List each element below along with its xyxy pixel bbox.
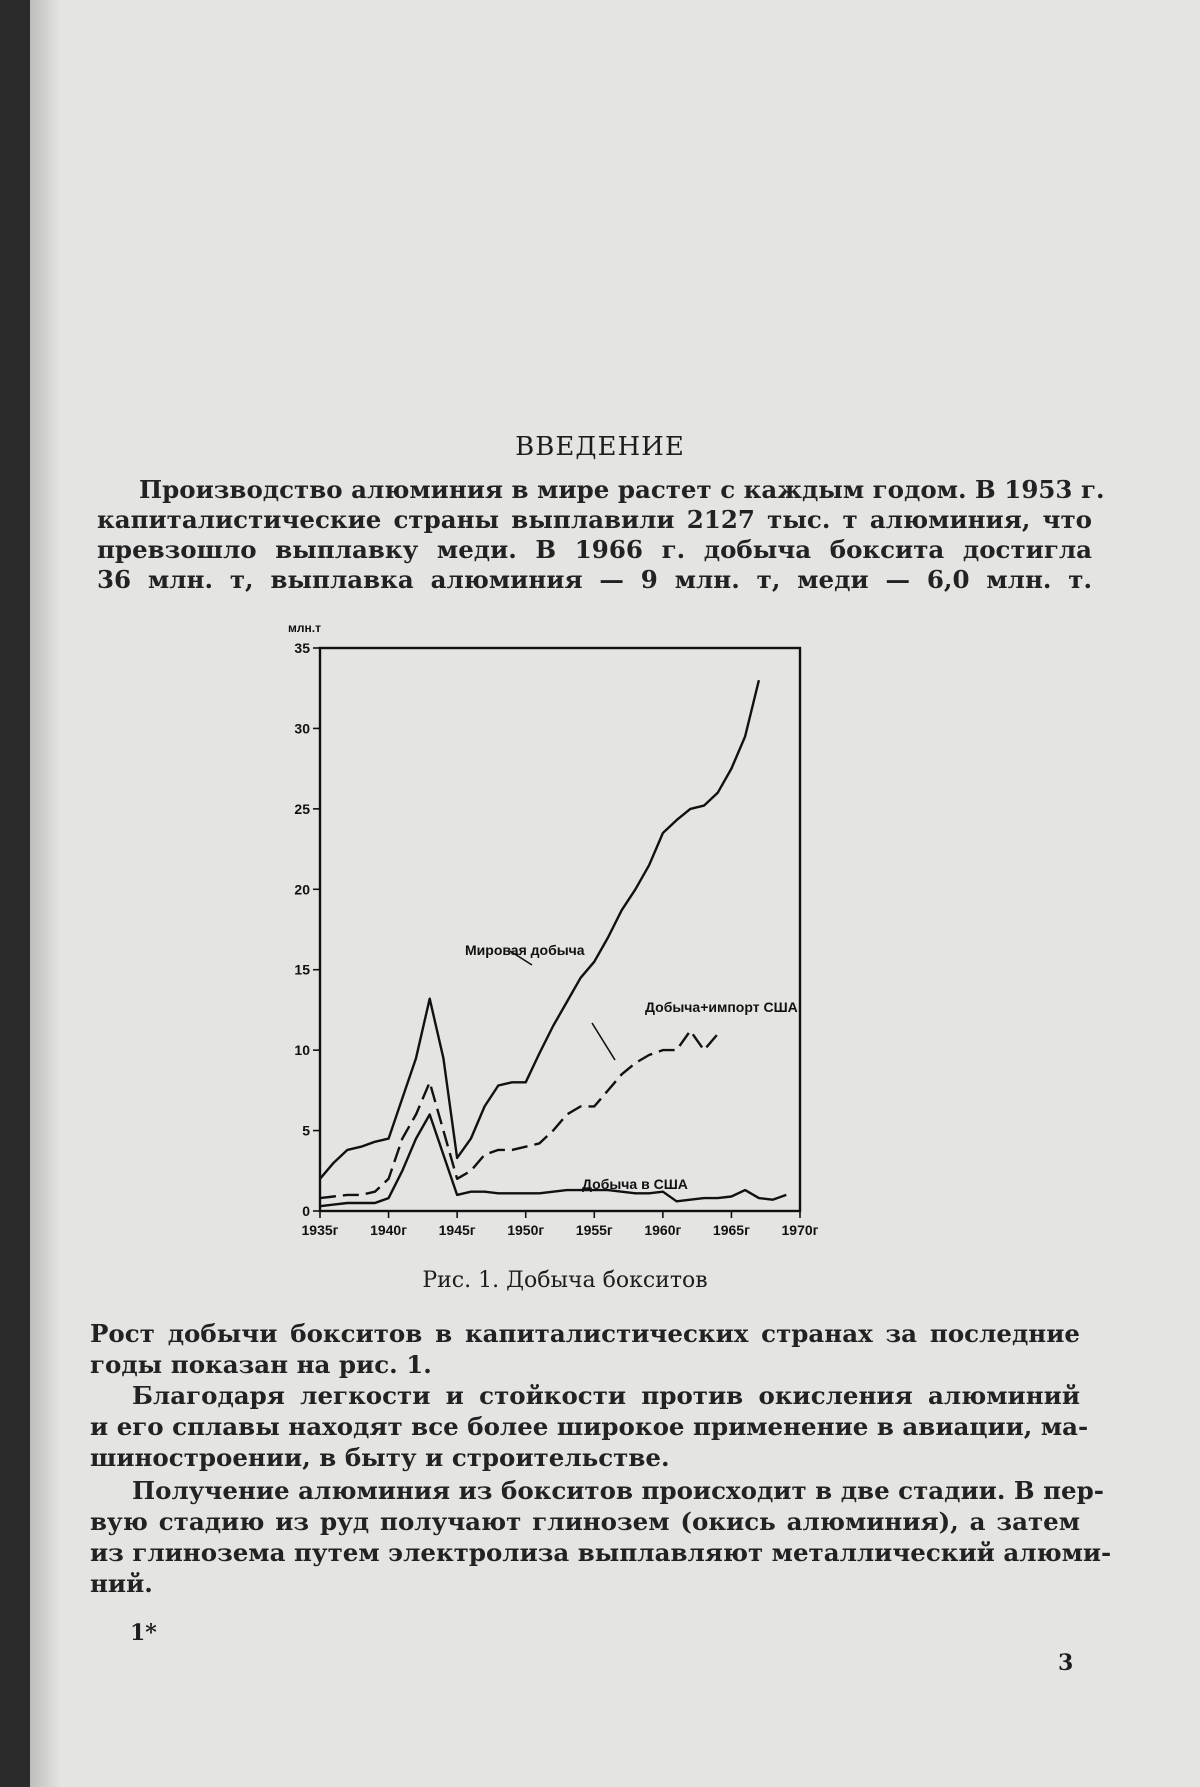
y-tick-label: 5 — [302, 1122, 310, 1139]
page-gutter-shadow — [30, 0, 60, 1787]
printer-signature: 1* — [130, 1620, 157, 1646]
intro-line: Производство алюминия в мире растет с каждым годом. В 1953 г. — [139, 475, 1105, 504]
x-tick-label: 1945г — [438, 1222, 476, 1238]
x-tick-label: 1935г — [301, 1222, 339, 1238]
paragraph-growth — [90, 1318, 1080, 1380]
x-tick-label: 1955г — [575, 1222, 613, 1238]
bauxite-chart — [270, 618, 930, 1278]
series-label-world: Мировая добыча — [465, 942, 585, 958]
text-line: Получение алюминия из бокситов происходит в две стадии. В пер- — [132, 1476, 1104, 1505]
intro-paragraph — [97, 475, 1105, 595]
series-label-us-import: Добыча+импорт США — [645, 999, 798, 1015]
y-axis — [294, 640, 320, 1219]
page-number: 3 — [1058, 1650, 1074, 1676]
x-tick-label: 1970г — [781, 1222, 819, 1238]
page-title: ВВЕДЕНИЕ — [515, 432, 685, 462]
x-tick-label: 1965г — [712, 1222, 750, 1238]
paragraph-applications — [90, 1380, 1089, 1473]
text-line: Благодаря легкости и стойкости против окисления алюминий — [132, 1381, 1080, 1410]
text-line: и его сплавы находят все более широкое применение в авиации, ма- — [90, 1412, 1089, 1441]
series-world-production — [320, 680, 759, 1179]
text-line: вую стадию из руд получают глинозем (окись алюминия), а затем — [90, 1507, 1080, 1536]
x-tick-label: 1960г — [644, 1222, 682, 1238]
y-tick-label: 25 — [294, 800, 310, 817]
figure-caption: Рис. 1. Добыча бокситов — [422, 1268, 708, 1293]
series-label-us-production: Добыча в США — [582, 1176, 688, 1192]
x-axis — [302, 1211, 819, 1238]
y-tick-label: 0 — [302, 1203, 310, 1219]
leader-line-us-import — [592, 1023, 615, 1060]
intro-line: 36 млн. т, выплавка алюминия — 9 млн. т, меди — 6,0 млн. т. — [97, 565, 1092, 594]
series-us-production — [320, 1115, 786, 1207]
text-line: из глинозема путем электролиза выплавляют металлический алюми- — [90, 1538, 1112, 1567]
book-spine-edge — [0, 0, 30, 1787]
text-line: Рост добычи бокситов в капиталистических странах за последние — [90, 1319, 1080, 1348]
y-axis-label: млн.т — [288, 621, 321, 635]
y-tick-label: 30 — [294, 720, 310, 737]
paragraph-production — [90, 1475, 1112, 1599]
y-tick-label: 20 — [294, 881, 310, 898]
intro-line: капиталистические страны выплавили 2127 тыс. т алюминия, что — [97, 505, 1092, 534]
intro-line: превзошло выплавку меди. В 1966 г. добыча боксита достигла — [97, 535, 1092, 564]
text-line: годы показан на рис. 1. — [90, 1350, 432, 1379]
x-tick-label: 1950г — [507, 1222, 545, 1238]
y-tick-label: 10 — [294, 1042, 310, 1059]
text-line: ний. — [90, 1569, 153, 1598]
y-tick-label: 15 — [294, 961, 310, 978]
x-tick-label: 1940г — [370, 1222, 408, 1238]
y-tick-label: 35 — [294, 640, 310, 656]
text-line: шиностроении, в быту и строительстве. — [90, 1443, 670, 1472]
series-us-production-import — [320, 1031, 718, 1198]
